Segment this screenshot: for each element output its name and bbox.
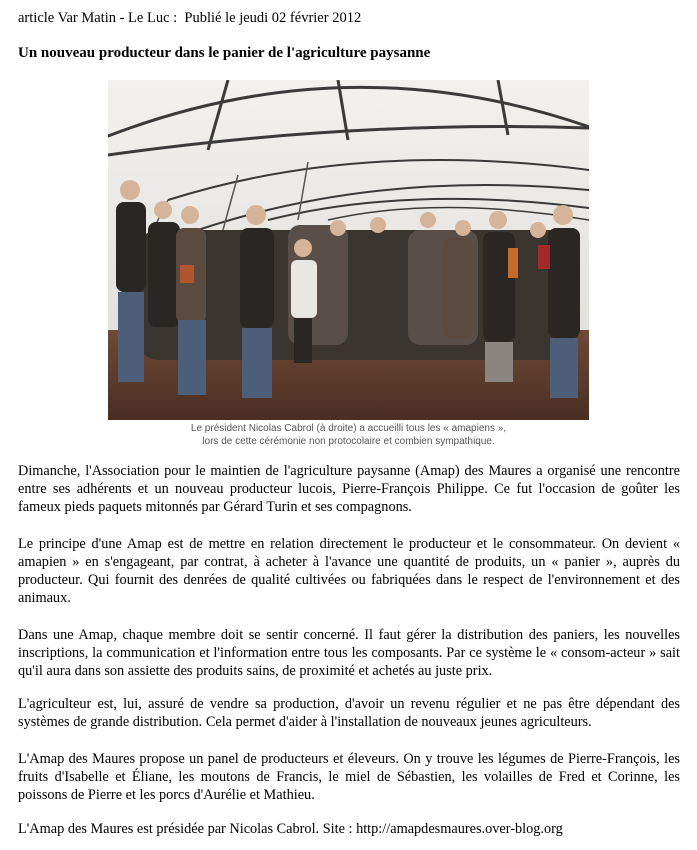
paragraph-6: L'Amap des Maures est présidée par Nicolas Cabrol. Site : http://amapdesmaures.over-blog.org	[18, 821, 563, 837]
publication-date: Publié le jeudi 02 février 2012	[184, 10, 362, 26]
article-title: Un nouveau producteur dans le panier de l'agriculture paysanne	[18, 45, 431, 61]
photo-caption	[108, 422, 589, 448]
article-source: article Var Matin - Le Luc :	[18, 10, 178, 26]
caption-line-2: lors de cette cérémonie non protocolaire et combien sympathique.	[202, 436, 495, 447]
article-header	[18, 9, 361, 27]
article-photo	[108, 80, 589, 420]
paragraph-1: Dimanche, l'Association pour le maintien de l'agriculture paysanne (Amap) des Maures a organisé une rencontre entre ses adhérents et un nouveau producteur lucois, Pierre-François Philippe. Ce fut l'occasion de goûter les fameux pieds paquets mitonnés par Gérard Turin et ses compagnons.	[18, 463, 680, 515]
greenhouse-crowd-photo	[108, 80, 589, 420]
paragraph-2: Le principe d'une Amap est de mettre en relation directement le producteur et le consommateur. On devient « amapien » en s'engageant, par contrat, à acheter à l'avance une quantité de produits, un « panier », auprès du producteur. Qui fournit des denrées de qualité cultivées ou fabriquées dans le respect de l'environnement et des animaux.	[18, 536, 680, 606]
paragraph-4: L'agriculteur est, lui, assuré de vendre sa production, d'avoir un revenu régulier et ne pas être dépendant des systèmes de grande distribution. Cela permet d'aider à l'installation de nouveaux jeunes agriculteurs.	[18, 696, 680, 730]
paragraph-3: Dans une Amap, chaque membre doit se sentir concerné. Il faut gérer la distribution des paniers, les nouvelles inscriptions, la communication et l'information entre tous les composants. Par ce système le « consom-acteur » sait qu'il aura dans son assiette des produits sains, de proximité et achetés au juste prix.	[18, 627, 680, 679]
paragraph-5: L'Amap des Maures propose un panel de producteurs et éleveurs. On y trouve les légumes de Pierre-François, les fruits d'Isabelle et Éliane, les moutons de Francis, le miel de Sébastien, les volailles de Fred et Corinne, les poissons de Pierre et les porcs d'Aurélie et Mathieu.	[18, 751, 680, 803]
caption-line-1: Le président Nicolas Cabrol (à droite) a accueilli tous les « amapiens »,	[190, 423, 507, 434]
